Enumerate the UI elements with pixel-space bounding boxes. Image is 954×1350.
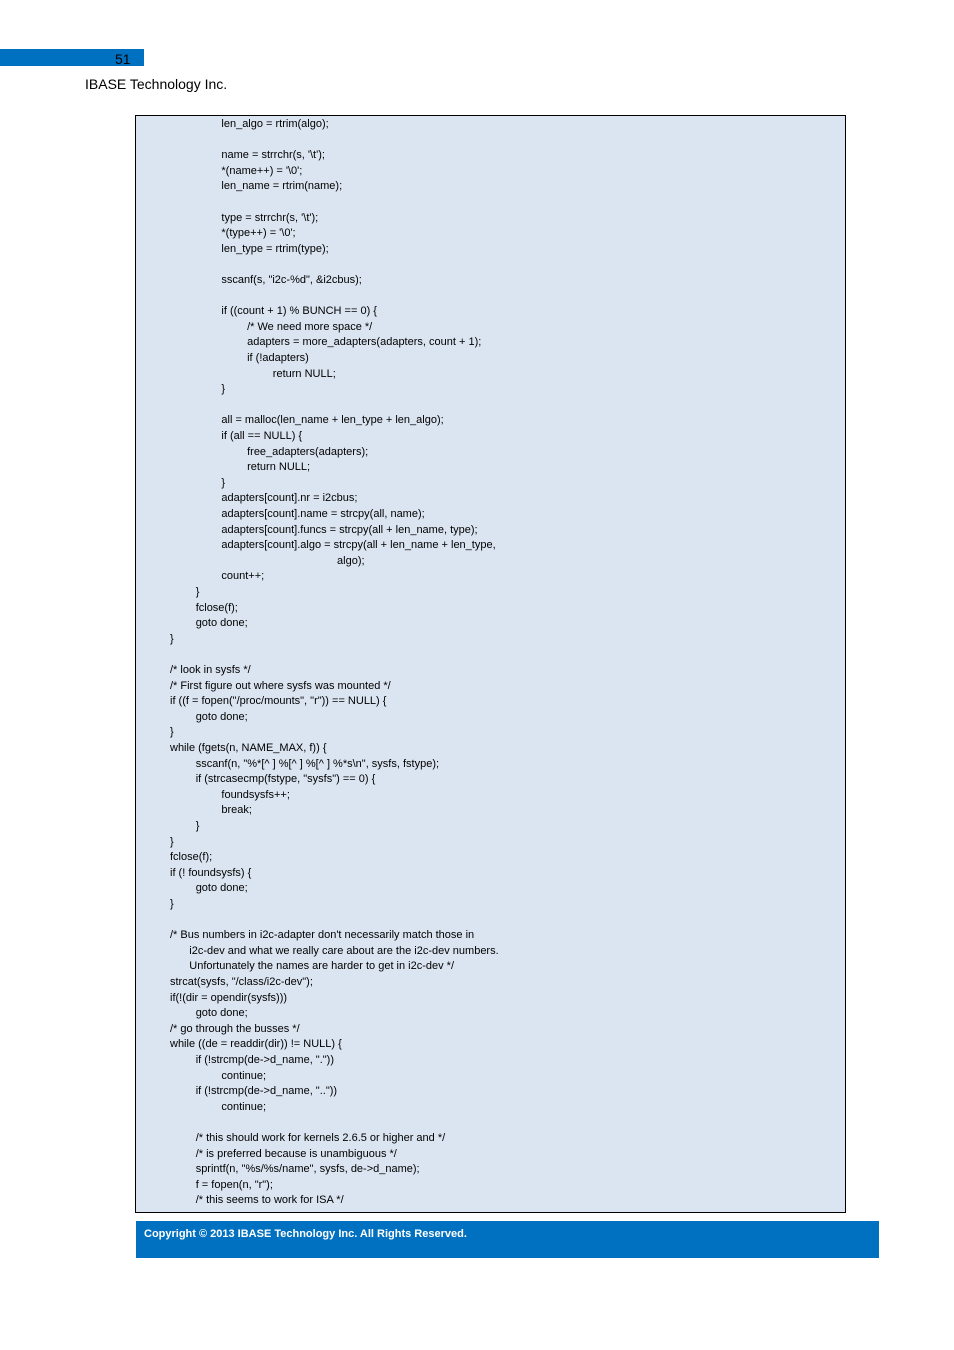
- code-line: }: [170, 898, 174, 910]
- code-line: /* this seems to work for ISA */: [195, 1194, 344, 1207]
- code-line: goto done;: [195, 1007, 248, 1020]
- code-line: sscanf(n, "%*[^ ] %[^ ] %[^ ] %*s\n", sysfs, fstype);: [195, 757, 440, 770]
- code-line: if (all == NULL) {: [221, 430, 303, 442]
- code-line: }: [195, 820, 200, 832]
- code-line: /* is preferred because is unambiguous */: [195, 1147, 397, 1160]
- page-number: 51: [115, 51, 131, 67]
- code-line: type = strrchr(s, '\t');: [221, 211, 319, 224]
- code-listing-box: [135, 115, 846, 1213]
- code-line: fclose(f);: [170, 851, 213, 864]
- code-line: /* this should work for kernels 2.6.5 or higher and */: [195, 1132, 446, 1144]
- code-line: }: [221, 476, 226, 489]
- code-line: name = strrchr(s, '\t');: [221, 149, 325, 162]
- code-line: }: [221, 383, 226, 396]
- code-line: *(name++) = '\0';: [221, 164, 303, 177]
- code-line: len_name = rtrim(name);: [221, 180, 343, 193]
- code-line: goto done;: [195, 882, 248, 895]
- code-line: adapters[count].funcs = strcpy(all + len_name, type);: [221, 523, 478, 536]
- code-line: if (!strcmp(de->d_name, ".")): [195, 1054, 335, 1066]
- code-line: }: [170, 835, 174, 848]
- code-line: }: [170, 632, 174, 645]
- code-line: /* First figure out where sysfs was mounted */: [170, 679, 391, 692]
- code-line: if ((f = fopen("/proc/mounts", "r")) == NULL) {: [170, 695, 387, 708]
- code-line: if ((count + 1) % BUNCH == 0) {: [221, 305, 377, 318]
- code-line: sscanf(s, "i2c-%d", &i2cbus);: [221, 274, 362, 286]
- code-line: strcat(sysfs, "/class/i2c-dev");: [170, 976, 313, 988]
- code-line: while (fgets(n, NAME_MAX, f)) {: [170, 742, 327, 754]
- code-line: break;: [221, 804, 252, 817]
- code-line: count++;: [221, 570, 265, 583]
- code-line: }: [195, 586, 200, 598]
- code-line: if (! foundsysfs) {: [170, 866, 252, 879]
- code-line: if(!(dir = opendir(sysfs))): [170, 991, 288, 1004]
- code-line: adapters = more_adapters(adapters, count + 1);: [247, 336, 482, 349]
- code-line: /* Bus numbers in i2c-adapter don't necessarily match those in: [170, 929, 475, 942]
- code-line: adapters[count].name = strcpy(all, name);: [221, 508, 425, 520]
- code-line: return NULL;: [272, 367, 336, 380]
- code-line: algo);: [337, 554, 365, 567]
- code-line: /* look in sysfs */: [170, 664, 251, 676]
- footer-copyright: Copyright © 2013 IBASE Technology Inc. All Rights Reserved.: [144, 1228, 467, 1240]
- code-line: if (strcasecmp(fstype, "sysfs") == 0) {: [195, 773, 376, 786]
- code-line: Unfortunately the names are harder to get in i2c-dev */: [189, 960, 455, 973]
- code-line: adapters[count].nr = i2cbus;: [221, 492, 358, 505]
- code-line: if (!adapters): [247, 352, 309, 364]
- code-line: len_type = rtrim(type);: [221, 242, 329, 255]
- code-line: *(type++) = '\0';: [221, 227, 296, 240]
- code-line: /* We need more space */: [247, 320, 373, 333]
- code-line: foundsysfs++;: [221, 788, 290, 801]
- code-line: i2c-dev and what we really care about are the i2c-dev numbers.: [189, 944, 499, 957]
- code-line: if (!strcmp(de->d_name, "..")): [195, 1085, 338, 1098]
- code-line: goto done;: [195, 710, 248, 723]
- code-line: f = fopen(n, "r");: [195, 1178, 273, 1191]
- code-line: goto done;: [195, 617, 248, 630]
- code-line: return NULL;: [247, 461, 311, 474]
- code-line: fclose(f);: [195, 601, 238, 614]
- code-line: adapters[count].algo = strcpy(all + len_name + len_type,: [221, 539, 496, 552]
- code-line: free_adapters(adapters);: [247, 445, 369, 458]
- code-line: all = malloc(len_name + len_type + len_algo);: [221, 414, 444, 427]
- code-line: continue;: [221, 1069, 267, 1082]
- code-line: /* go through the busses */: [170, 1022, 300, 1035]
- code-line: continue;: [221, 1100, 267, 1113]
- code-line: sprintf(n, "%s/%s/name", sysfs, de->d_name);: [195, 1163, 420, 1176]
- code-line: }: [170, 726, 174, 739]
- code-line: len_algo = rtrim(algo);: [221, 118, 329, 130]
- company-header: IBASE Technology Inc.: [85, 76, 228, 92]
- code-line: while ((de = readdir(dir)) != NULL) {: [170, 1038, 342, 1051]
- footer-bar: [136, 1221, 879, 1258]
